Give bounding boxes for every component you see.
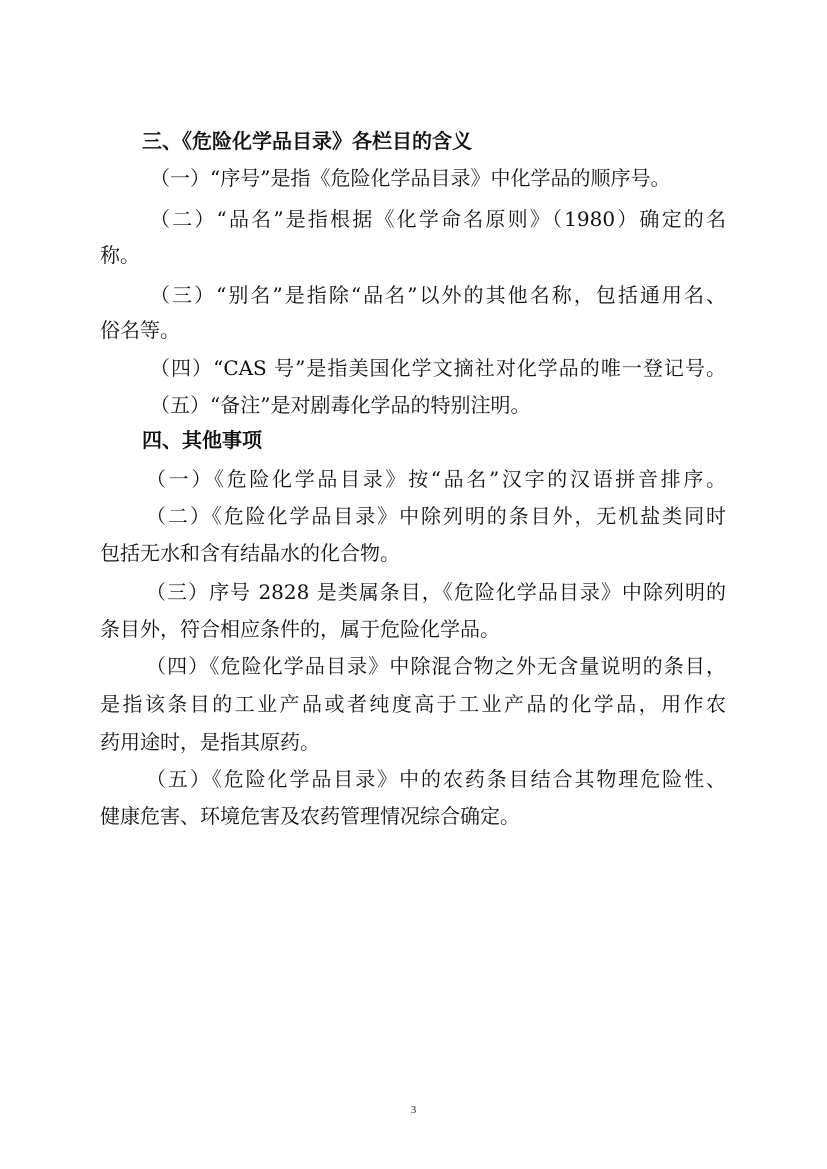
section-4-item-4-cont-2: 药用途时，是指其原药。 (100, 730, 320, 754)
page-number: 3 (410, 1104, 417, 1116)
section-3-item-2: （二）“品名”是指根据《化学命名原则》（1980）确定的名 (150, 207, 726, 231)
section-3-item-4: （四）“CAS 号”是指美国化学文摘社对化学品的唯一登记号。 (150, 356, 726, 380)
section-4-heading: 四、其他事项 (142, 428, 262, 452)
section-4-item-4-cont-1: 是指该条目的工业产品或者纯度高于工业产品的化学品，用作农 (100, 692, 726, 716)
section-4-item-3: （三）序号 2828 是类属条目，《危险化学品目录》中除列明的 (146, 580, 726, 604)
section-4-item-3-cont: 条目外，符合相应条件的，属于危险化学品。 (100, 617, 500, 641)
section-3-item-1: （一）“序号”是指《危险化学品目录》中化学品的顺序号。 (150, 166, 671, 190)
section-3-item-5: （五）“备注”是对剧毒化学品的特别注明。 (150, 393, 531, 417)
section-4-item-4: （四）《危险化学品目录》中除混合物之外无含量说明的条目， (146, 654, 726, 678)
section-3-heading: 三、《危险化学品目录》各栏目的含义 (142, 129, 472, 153)
section-3-item-2-cont: 称。 (100, 243, 140, 267)
section-4-item-2-cont: 包括无水和含有结晶水的化合物。 (100, 541, 400, 565)
section-3-item-3-cont: 俗名等。 (100, 318, 180, 342)
section-3-item-3: （三）“别名”是指除“品名”以外的其他名称，包括通用名、 (150, 283, 726, 307)
section-4-item-5-cont: 健康危害、环境危害及农药管理情况综合确定。 (100, 804, 520, 828)
section-4-item-2: （二）《危险化学品目录》中除列明的条目外，无机盐类同时 (146, 504, 726, 528)
section-4-item-5: （五）《危险化学品目录》中的农药条目结合其物理危险性、 (146, 767, 726, 791)
section-4-item-1: （一）《危险化学品目录》按“品名”汉字的汉语拼音排序。 (146, 467, 726, 491)
